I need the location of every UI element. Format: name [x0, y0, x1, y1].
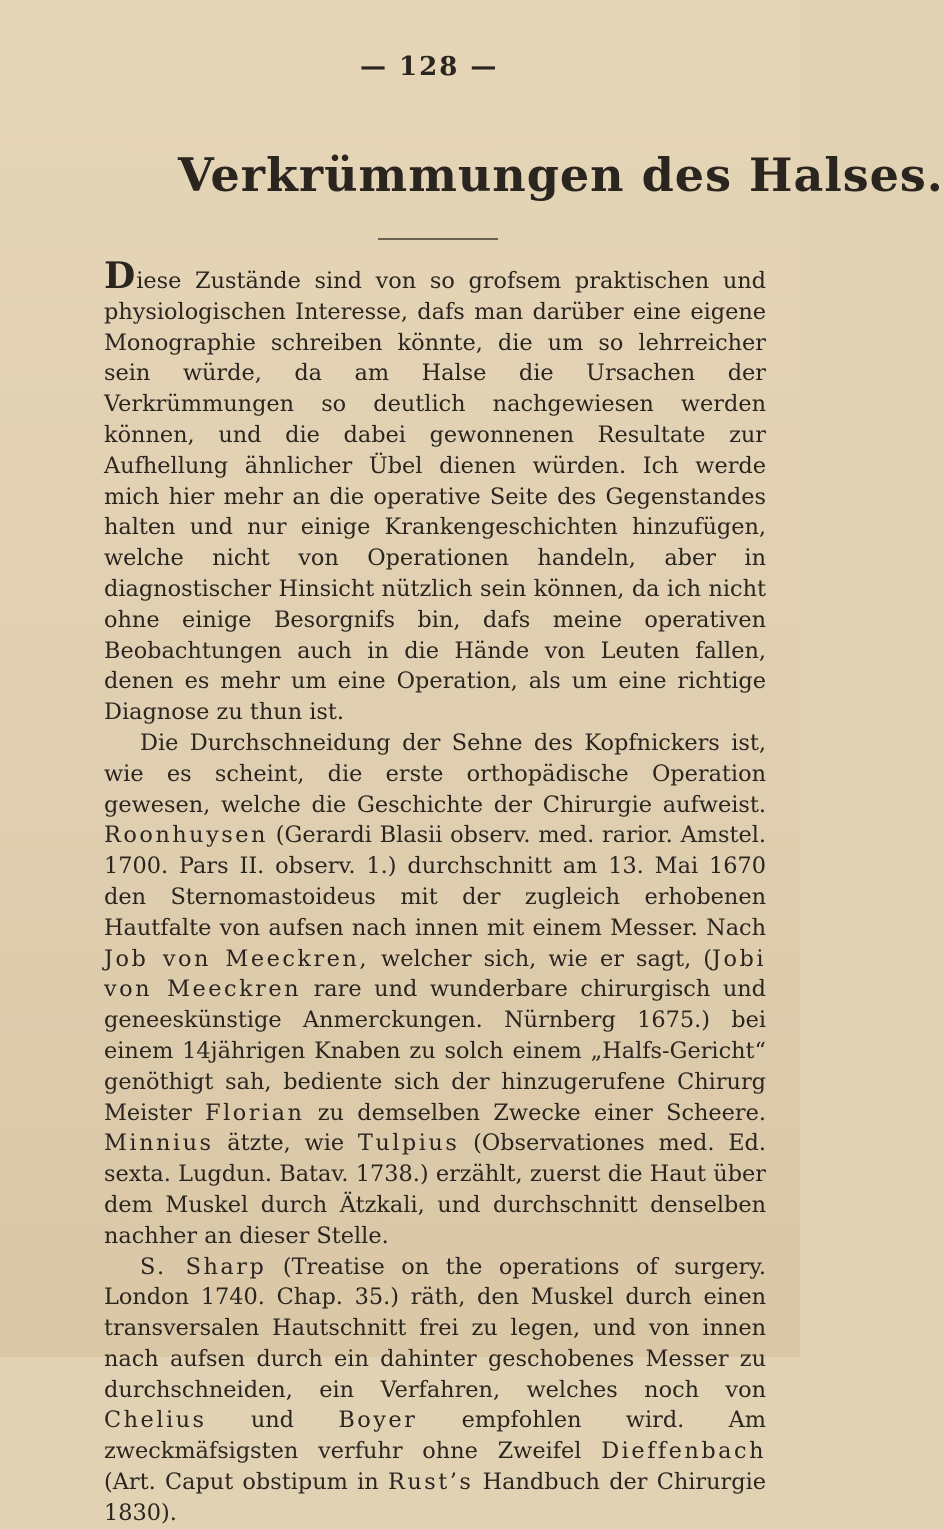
- person-name: Dieffenbach: [601, 1438, 766, 1465]
- paragraph-1: Diese Zustände sind von so grofsem praktischen und physiologischen Interesse, dafs man darüber eine eigene Monographie schreiben könnte, die um so lehrreicher sein würde, da am Halse die Ursachen der Verkrümmungen so deutlich nachgewiesen werden können, und die dabei gewonnenen Resultate zur Aufhellung ähnlicher Übel dienen würden. Ich werde mich hier mehr an die operative Seite des Gegenstandes halten und nur einige Krankengeschichten hinzufügen, welche nicht von Operationen handeln, aber in diagnostischer Hinsicht nützlich sein können, da ich nicht ohne einige Besorgnifs bin, dafs meine operativen Beobachtungen auch in die Hände von Leuten fallen, denen es mehr um eine Operation, als um eine richtige Diagnose zu thun ist.: [104, 255, 766, 726]
- chapter-title: Verkrümmungen des Halses.: [178, 148, 944, 202]
- person-name: Roonhuysen: [104, 822, 268, 849]
- person-name: Minnius: [104, 1130, 214, 1157]
- person-name: Tulpius: [357, 1130, 460, 1157]
- person-name: Boyer: [338, 1407, 418, 1434]
- body-text: [104, 255, 767, 1529]
- person-name: Chelius: [104, 1407, 207, 1434]
- page-number: — 128 —: [360, 52, 499, 82]
- title-divider: [378, 238, 498, 240]
- drop-cap: D: [104, 255, 136, 297]
- paragraph-2: Die Durchschneidung der Sehne des Kopfnickers ist, wie es scheint, die erste orthopädische Operation gewesen, welche die Geschichte der Chirurgie aufweist. Roonhuysen (Gerardi Blasii observ. med. rarior. Amstel. 1700. Pars II. observ. 1.) durchschnitt am 13. Mai 1670 den Sternomastoideus mit der zugleich erhobenen Hautfalte von aufsen nach innen mit einem Messer. Nach Job von Meeckren, welcher sich, wie er sagt, (Jobi von Meeckren rare und wunderbare chirurgisch und geneeskünstige Anmerckungen. Nürnberg 1675.) bei einem 14jährigen Knaben zu solch einem „Halfs-Gericht“ genöthigt sah, bediente sich der hinzugerufene Chirurg Meister Florian zu demselben Zwecke einer Scheere. Minnius ätzte, wie Tulpius (Observationes med. Ed. sexta. Lugdun. Batav. 1738.) erzählt, zuerst die Haut über dem Muskel durch Ätzkali, und durchschnitt denselben nachher an dieser Stelle.: [104, 729, 767, 1249]
- person-name: Jobi von Meeckren: [104, 945, 766, 1003]
- person-name: S. Sharp: [140, 1253, 267, 1280]
- paragraph-3: S. Sharp (Treatise on the operations of surgery. London 1740. Chap. 35.) räth, den Muskel durch einen transversalen Hautschnitt frei zu legen, und von innen nach aufsen durch ein dahinter geschobenes Messer zu durchschneiden, ein Verfahren, welches noch von Chelius und Boyer empfohlen wird. Am zweckmäfsigsten verfuhr ohne Zweifel Dieffenbach (Art. Caput obstipum in Rust’s Handbuch der Chirurgie 1830).: [104, 1253, 767, 1526]
- person-name: Job von Meeckren,: [104, 945, 369, 972]
- person-name: Florian: [205, 1099, 305, 1126]
- person-name: Rust’s: [387, 1469, 474, 1496]
